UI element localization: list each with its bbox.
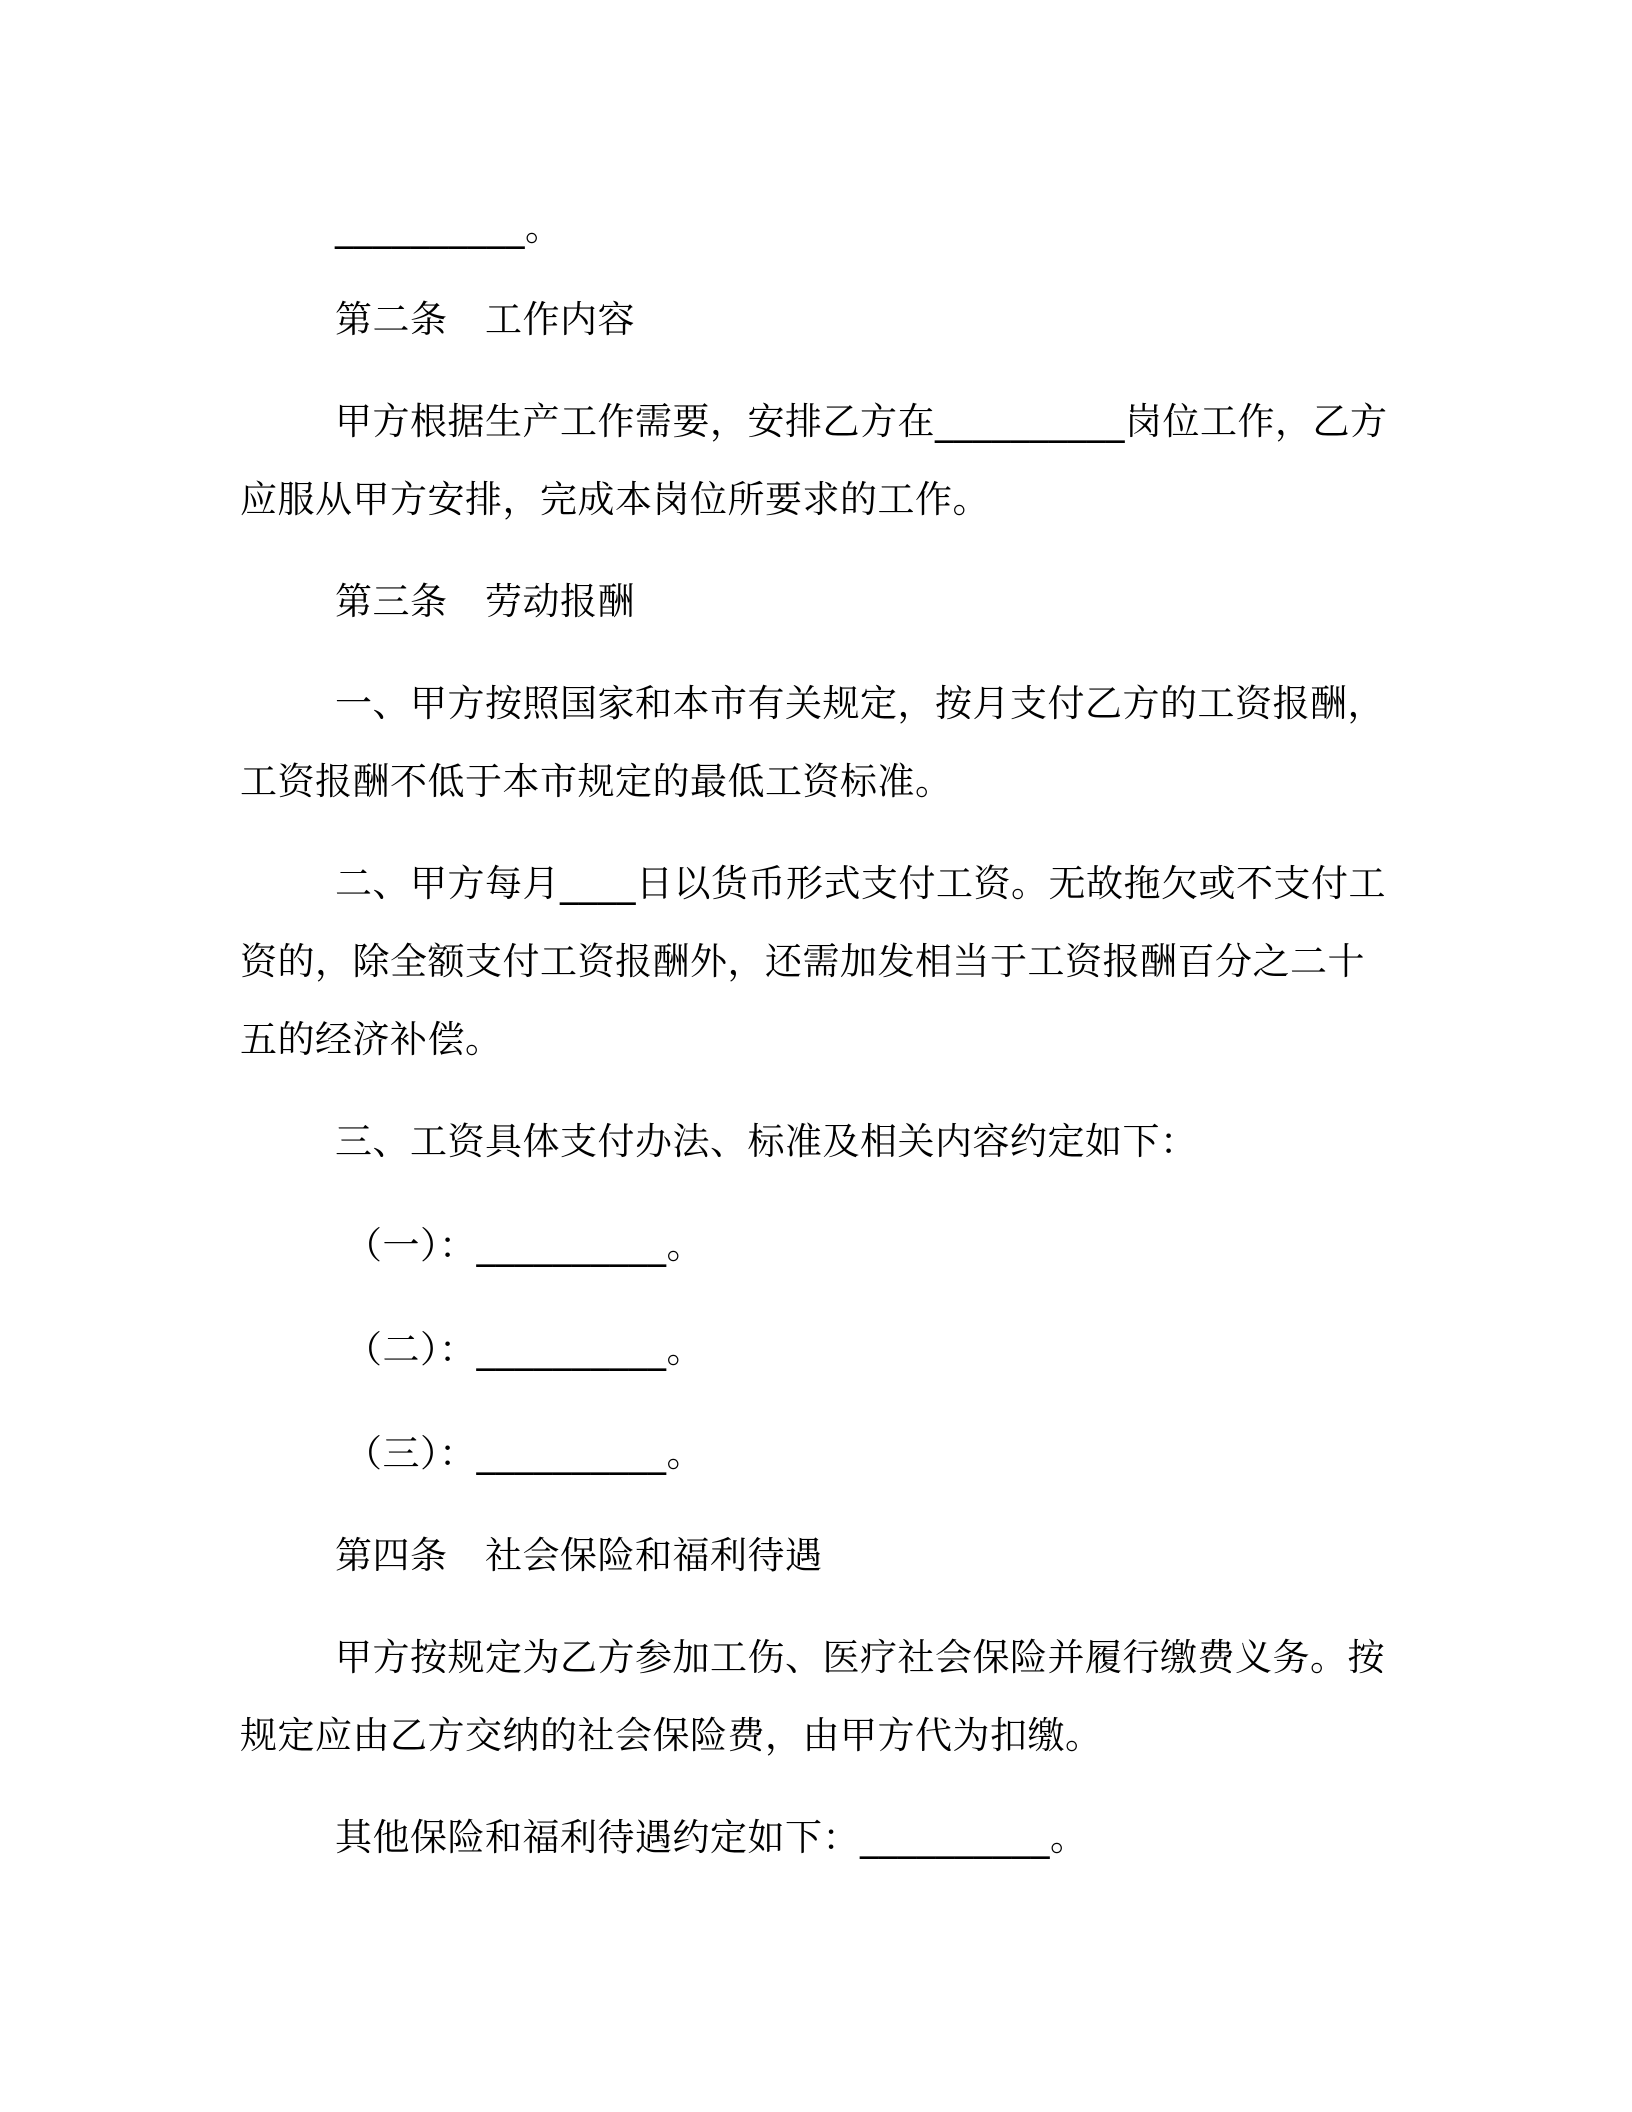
article-3-item-1-line-2: 工资报酬不低于本市规定的最低工资标准。	[240, 760, 953, 803]
article-2-para-line-1: 甲方根据生产工作需要，安排乙方在__________岗位工作，乙方	[335, 400, 1388, 443]
article-4-other-benefits: 其他保险和福利待遇约定如下：__________。	[335, 1816, 1088, 1859]
article-4-para-line-2: 规定应由乙方交纳的社会保险费，由甲方代为扣缴。	[240, 1714, 1103, 1757]
article-4-para-line-1: 甲方按规定为乙方参加工伤、医疗社会保险并履行缴费义务。按	[335, 1636, 1385, 1679]
article-3-item-2-line-1: 二、甲方每月____日以货币形式支付工资。无故拖欠或不支付工	[335, 862, 1386, 905]
sub-item-3: （三）：__________。	[345, 1432, 704, 1475]
article-4-heading: 第四条 社会保险和福利待遇	[335, 1534, 823, 1577]
article-2-heading: 第二条 工作内容	[335, 298, 635, 341]
blank-line-continuation: __________。	[335, 206, 563, 249]
article-3-heading: 第三条 劳动报酬	[335, 580, 635, 623]
article-3-item-1-line-1: 一、甲方按照国家和本市有关规定，按月支付乙方的工资报酬，	[335, 682, 1385, 725]
sub-item-2: （二）：__________。	[345, 1328, 704, 1371]
article-3-item-2-line-3: 五的经济补偿。	[240, 1018, 503, 1061]
article-3-item-3: 三、工资具体支付办法、标准及相关内容约定如下：	[335, 1120, 1198, 1163]
article-3-item-2-line-2: 资的，除全额支付工资报酬外，还需加发相当于工资报酬百分之二十	[240, 940, 1365, 983]
article-2-para-line-2: 应服从甲方安排，完成本岗位所要求的工作。	[240, 478, 990, 521]
sub-item-1: （一）：__________。	[345, 1224, 704, 1267]
